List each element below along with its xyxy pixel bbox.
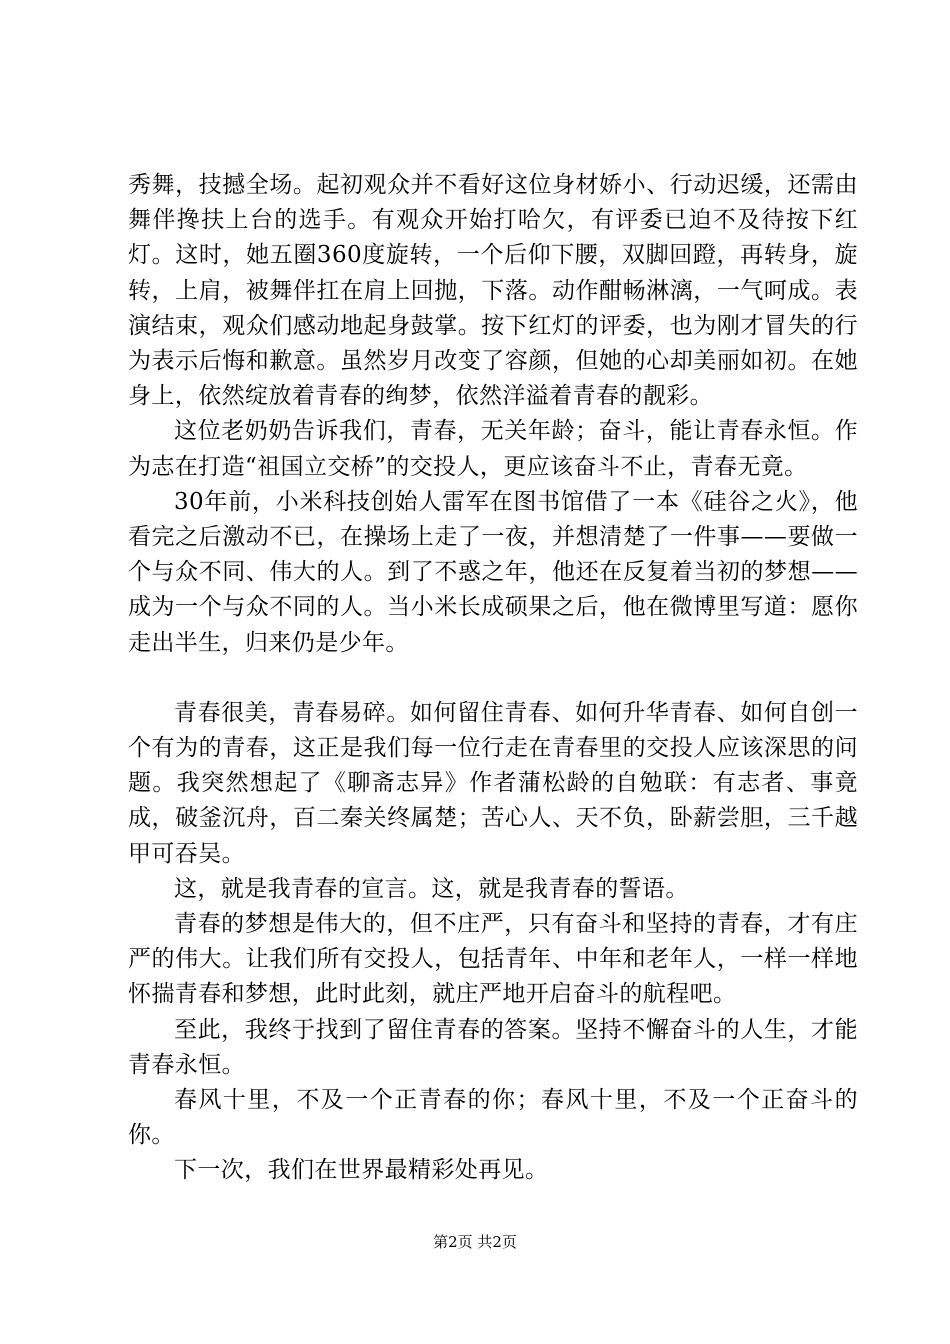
paragraph-answer: 至此，我终于找到了留住青春的答案。坚持不懈奋斗的人生，才能青春永恒。 — [128, 1016, 858, 1078]
document-body — [128, 168, 858, 1189]
paragraph-gap — [128, 661, 858, 696]
paragraph-dance-story: 秀舞，技撼全场。起初观众并不看好这位身材娇小、行动迟缓，还需由舞伴搀扶上台的选手。有观众开始打哈欠，有评委已迫不及待按下红灯。这时，她五圈360度旋转，一个后仰下腰，双脚回蹬，再转身，旋转，上肩，被舞伴扛在肩上回抛，下落。动作酣畅淋漓，一气呵成。表演结束，观众们感动地起身鼓掌。按下红灯的评委，也为刚才冒失的行为表示后悔和歉意。虽然岁月改变了容颜，但她的心却美丽如初。在她身上，依然绽放着青春的绚梦，依然洋溢着青春的靓彩。 — [128, 172, 858, 410]
paragraph-leijun-story: 30年前，小米科技创始人雷军在图书馆借了一本《硅谷之火》，他看完之后激动不已，在操场上走了一夜，并想清楚了一件事——要做一个与众不同、伟大的人。到了不惑之年，他还在反复着当初的梦想——成为一个与众不同的人。当小米长成硕果之后，他在微博里写道：愿你走出半生，归来仍是少年。 — [128, 488, 858, 656]
paragraph-youth-dream: 青春的梦想是伟大的，但不庄严，只有奋斗和坚持的青春，才有庄严的伟大。让我们所有交投人，包括青年、中年和老年人，一样一样地怀揣青春和梦想，此时此刻，就庄严地开启奋斗的航程吧。 — [128, 911, 858, 1008]
paragraph-spring-breeze: 春风十里，不及一个正青春的你；春风十里，不及一个正奋斗的你。 — [128, 1087, 858, 1149]
paragraph-grandma-lesson: 这位老奶奶告诉我们，青春，无关年龄；奋斗，能让青春永恒。作为志在打造“祖国立交桥”的交投人，更应该奋斗不止，青春无竟。 — [128, 418, 858, 480]
paragraph-farewell: 下一次，我们在世界最精彩处再见。 — [174, 1157, 549, 1184]
page-number-footer: 第2页 共2页 — [433, 1233, 517, 1251]
paragraph-youth-question: 青春很美，青春易碎。如何留住青春、如何升华青春、如何自创一个有为的青春，这正是我们每一位行走在青春里的交投人应该深思的问题。我突然想起了《聊斋志异》作者蒲松龄的自勉联：有志者、事竟成，破釜沉舟，百二秦关终属楚；苦心人、天不负，卧薪尝胆，三千越甲可吞吴。 — [128, 699, 858, 867]
paragraph-youth-declaration: 这，就是我青春的宣言。这，就是我青春的誓语。 — [174, 875, 689, 902]
